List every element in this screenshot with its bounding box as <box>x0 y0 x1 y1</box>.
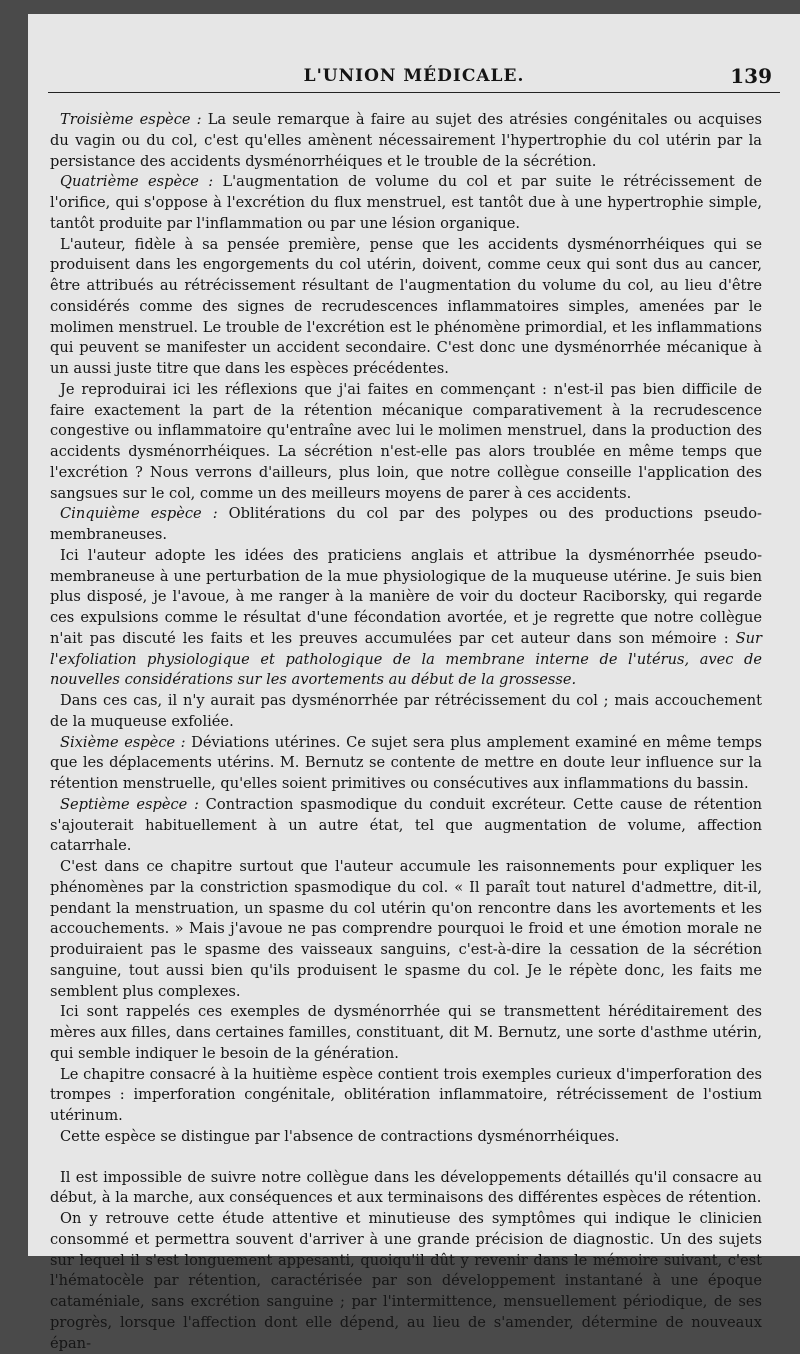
paragraph: Troisième espèce : La seule remarque à faire au sujet des atrésies congénitales ou acquises du vagin ou du col, c'est qu'elles amènent nécessairement l'hypertrophie du col utérin par la persistance des accidents dysménorrhéiques et le trouble de la sécrétion. <box>50 111 763 170</box>
page-header <box>48 66 780 93</box>
species-label: Septième espèce : <box>60 795 199 813</box>
page-number: 139 <box>730 64 772 88</box>
journal-page <box>28 14 800 1352</box>
species-label: Troisième espèce : <box>60 111 202 128</box>
paragraph: Septième espèce : Contraction spasmodique du conduit excréteur. Cette cause de rétention s'ajouterait habituellement à un autre état, tel que augmentation de volume, affection catarrhale. <box>50 795 763 855</box>
paragraph: Le chapitre consacré à la huitième espèce contient trois exemples curieux d'imperforation des trompes : imperforation congénitale, oblitération inflammatoire, rétrécissement de l'ostium utérinum. <box>50 1065 762 1124</box>
article-body <box>50 110 762 1354</box>
running-title: L'UNION MÉDICALE. <box>303 66 525 86</box>
paragraph: Il est impossible de suivre notre collègue dans les développements détaillés qu'il consacre au début, à la marche, aux conséquences et aux terminaisons des différentes espèces de rétention. <box>50 1168 762 1207</box>
species-label: Sixième espèce : <box>60 733 186 751</box>
paragraph: Cette espèce se distingue par l'absence de contractions dysménorrhéiques. <box>60 1127 620 1145</box>
paragraph: L'auteur, fidèle à sa pensée première, pense que les accidents dysménorrhéiques qui se produisent dans les engorgements du col utérin, doivent, comme ceux qui sont dus au cancer, être attribués au rétrécissement résultant de l'augmentation du volume du col, au lieu d'être considérés comme des signes de recrudescences inflammatoires simples, amenées par le molimen menstruel. Le trouble de l'excrétion est le phénomène primordial, et les inflammations qui peuvent se manifester un accident secondaire. C'est donc une dysménorrhée mécanique à un aussi juste titre que dans les espèces précédentes. <box>50 235 762 377</box>
cited-title: Sur l'exfoliation physiologique et pathologique de la membrane interne de l'utérus, avec de nouvelles considérations sur les avortements au début de la grossesse. <box>50 629 762 689</box>
paragraph: On y retrouve cette étude attentive et minutieuse des symptômes qui indique le clinicien consommé et permettra souvent d'arriver à une grande précision de diagnostic. Un des sujets sur lequel il s'est longuement appesanti, quoiqu'il dût y revenir dans le mémoire suivant, c'est l'hématocèle par rétention, caractérisée par son développement instantané à une époque cataméniale, sans excrétion sanguine ; par l'intermittence, mensuellement périodique, de ses progrès, lorsque l'affection dont elle dépend, au lieu de s'amender, détermine de nouveaux épan- <box>50 1210 762 1352</box>
paragraph: Ici sont rappelés ces exemples de dysménorrhée qui se transmettent héréditairement des mères aux filles, dans certaines familles, constituant, dit M. Bernutz, une sorte d'asthme utérin, qui semble indiquer le besoin de la génération. <box>50 1003 762 1062</box>
paragraph: Je reproduirai ici les réflexions que j'ai faites en commençant : n'est-il pas bien difficile de faire exactement la part de la rétention mécanique comparativement à la recrudescence congestive ou inflammatoire qu'entraîne avec lui le molimen menstruel, dans la production des accidents dysménorrhéiques. La sécrétion n'est-elle pas alors troublée en même temps que l'excrétion ? Nous verrons d'ailleurs, plus loin, que notre collègue conseille l'application des sangsues sur le col, comme un des meilleurs moyens de parer à ces accidents. <box>50 380 762 502</box>
species-label: Cinquième espèce : <box>60 505 218 523</box>
species-label: Quatrième espèce : <box>60 173 214 191</box>
paragraph: Cinquième espèce : Oblitérations du col par des polypes ou des productions pseudo-membraneuses. <box>50 505 762 543</box>
paragraph: Ici l'auteur adopte les idées des praticiens anglais et attribue la dysménorrhée pseudo-membraneuse à une perturbation de la mue physiologique de la muqueuse utérine. Je suis bien plus disposé, je l'avoue, à me ranger à la manière de voir du docteur Raciborsky, qui regarde ces expulsions comme le résultat d'une fécondation avortée, et je regrette que notre collègue n'ait pas discuté les faits et les preuves accumulées par cet auteur dans son mémoire : Sur l'exfoliation physiologique et pathologique de la membrane interne de l'utérus, avec de nouvelles considérations sur les avortements au début de la grossesse. <box>50 546 762 689</box>
paragraph: Sixième espèce : Déviations utérines. Ce sujet sera plus amplement examiné en même temps que les déplacements utérins. M. Bernutz se contente de mettre en doute leur influence sur la rétention menstruelle, qu'elles soient primitives ou consécutives aux inflammations du bassin. <box>50 733 762 792</box>
paragraph: Quatrième espèce : L'augmentation de volume du col et par suite le rétrécissement de l'orifice, qui s'oppose à l'excrétion du flux menstruel, est tantôt due à une hypertrophie simple, tantôt produite par l'inflammation ou par une lésion organique. <box>50 173 762 232</box>
paragraph: C'est dans ce chapitre surtout que l'auteur accumule les raisonnements pour expliquer les phénomènes par la constriction spasmodique du col. « Il paraît tout naturel d'admettre, dit-il, pendant la menstruation, un spasme du col utérin qu'on rencontre dans les avortements et les accouchements. » Mais j'avoue ne pas comprendre pourquoi le froid et une émotion morale ne produiraient pas le spasme des vaisseaux sanguins, c'est-à-dire la cessation de la sécrétion sanguine, tout aussi bien qu'ils produisent le spasme du col. Je le répète donc, les faits me semblent plus complexes. <box>50 858 762 1000</box>
paragraph: Dans ces cas, il n'y aurait pas dysménorrhée par rétrécissement du col ; mais accouchement de la muqueuse exfoliée. <box>50 692 762 730</box>
